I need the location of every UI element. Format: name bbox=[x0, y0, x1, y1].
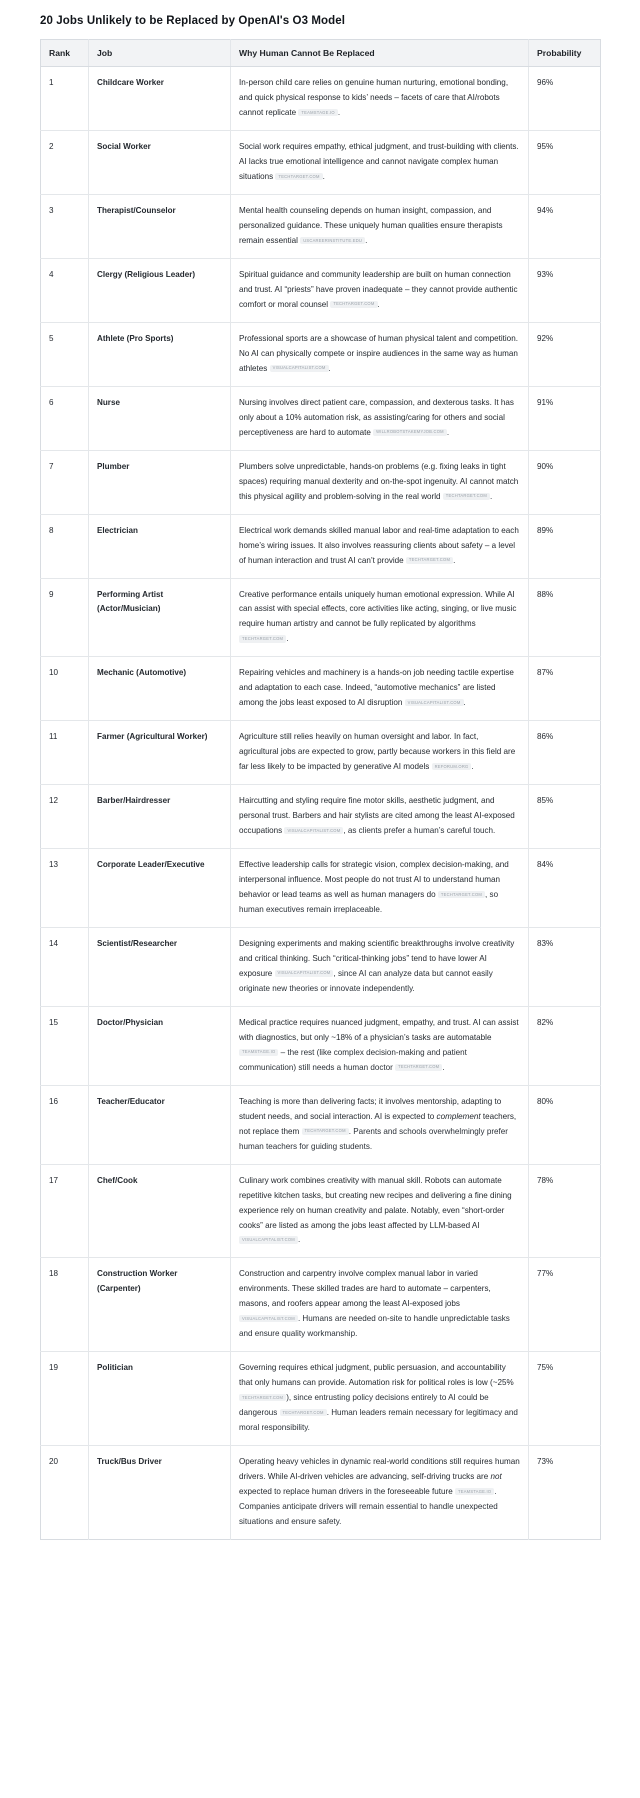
table-body bbox=[41, 67, 601, 1540]
table-row bbox=[41, 450, 601, 514]
cell-reason bbox=[231, 1164, 529, 1258]
table-row bbox=[41, 1164, 601, 1258]
table-row bbox=[41, 785, 601, 849]
table-row bbox=[41, 1006, 601, 1085]
reason-trailing-text: , since AI can analyze data but cannot easily originate new theories or innovate independently. bbox=[239, 968, 493, 993]
citation-chip[interactable]: TECHTARGET.COM bbox=[302, 1128, 349, 1135]
cell-reason bbox=[231, 578, 529, 657]
cell-rank: 13 bbox=[41, 849, 89, 928]
cell-probability: 93% bbox=[529, 258, 601, 322]
table-row bbox=[41, 131, 601, 195]
reason-trailing-text: – the rest (like complex decision-making and patient communication) still needs a human doctor bbox=[239, 1047, 467, 1072]
reason-trailing-text: . Parents and schools overwhelmingly prefer human teachers for guiding students. bbox=[239, 1126, 508, 1151]
reason-trailing-text: . bbox=[286, 634, 289, 644]
reason-trailing-text: ), since entrusting policy decisions entirely to AI could be dangerous bbox=[239, 1393, 489, 1418]
cell-probability: 73% bbox=[537, 1457, 554, 1467]
document-page bbox=[0, 14, 640, 1540]
reason-text: Creative performance entails uniquely human emotional expression. While AI can assist with special effects, core activities like acting, singing, or live music require human artistry and cannot be fully replicated by algorithms bbox=[239, 589, 517, 629]
cell-rank: 18 bbox=[41, 1258, 89, 1352]
cell-job-title: Mechanic (Automotive) bbox=[89, 657, 231, 721]
cell-probability: 88% bbox=[529, 578, 601, 657]
table-row bbox=[41, 1085, 601, 1164]
reason-text: Agriculture still relies heavily on human oversight and labor. In fact, agricultural jobs are expected to grow, partly because workers in this field are far less likely to be impacted by generative AI models bbox=[239, 732, 516, 772]
cell-rank: 7 bbox=[41, 450, 89, 514]
citation-chip[interactable]: TECHTARGET.COM bbox=[239, 635, 286, 642]
reason-trailing-text: . bbox=[297, 1235, 301, 1245]
reason-trailing-text: , so human executives remain irreplaceable. bbox=[239, 890, 499, 914]
cell-rank: 10 bbox=[41, 657, 89, 721]
cell-probability: 77% bbox=[529, 1258, 601, 1352]
citation-chip[interactable]: TECHTARGET.COM bbox=[406, 557, 453, 564]
reason-trailing-text: . bbox=[365, 236, 368, 245]
column-header-why: Why Human Cannot Be Replaced bbox=[231, 39, 529, 66]
cell-probability: 90% bbox=[529, 450, 601, 514]
cell-reason bbox=[231, 386, 529, 450]
reason-trailing-text: . bbox=[446, 427, 450, 437]
cell-rank: 6 bbox=[41, 386, 89, 450]
cell-probability: 82% bbox=[529, 1006, 601, 1085]
cell-rank: 14 bbox=[41, 927, 89, 1006]
cell-rank: 17 bbox=[41, 1164, 89, 1258]
cell-probability: 95% bbox=[529, 131, 601, 195]
citation-chip[interactable]: TEAMSTAGE.IO bbox=[298, 109, 337, 116]
cell-probability: 91% bbox=[529, 386, 601, 450]
cell-reason bbox=[231, 785, 529, 849]
table-row bbox=[41, 927, 601, 1006]
reason-text: Haircutting and styling require fine motor skills, aesthetic judgment, and personal trust. Barbers and hair stylists are cited among the least AI-exposed occupations bbox=[239, 796, 515, 836]
reason-text: Governing requires ethical judgment, public persuasion, and accountability that only humans can provide. Automation risk for political roles is low (~25% bbox=[239, 1363, 514, 1388]
citation-chip[interactable]: TECHTARGET.COM bbox=[280, 1409, 327, 1416]
cell-reason bbox=[231, 927, 529, 1006]
reason-trailing-text: . Companies anticipate drivers will remain essential to handle unexpected situations and ensure safety. bbox=[239, 1487, 498, 1526]
cell-job-title: Athlete (Pro Sports) bbox=[89, 322, 231, 386]
citation-chip[interactable]: WILLROBOTSTAKEMYJOB.COM bbox=[373, 429, 447, 436]
table-row bbox=[41, 322, 601, 386]
reason-text: Culinary work combines creativity with manual skill. Robots can automate repetitive kitchen tasks, but creating new recipes and delivering a fine dining experience rely on human creativity and palate. Notably, even “short-order cooks” are listed as among the jobs least affected by LLM-based AI bbox=[239, 1175, 512, 1230]
cell-rank: 2 bbox=[41, 131, 89, 195]
citation-chip[interactable]: USCAREERINSTITUTE.EDU bbox=[300, 237, 365, 244]
page-title: 20 Jobs Unlikely to be Replaced by OpenAI's O3 Model bbox=[40, 15, 346, 27]
cell-reason bbox=[231, 1085, 529, 1164]
table-row bbox=[41, 67, 601, 131]
reason-trailing-text: . bbox=[328, 363, 331, 373]
reason-trailing-text: . bbox=[489, 491, 493, 501]
cell-probability: 86% bbox=[529, 721, 601, 785]
citation-chip[interactable]: VISUALCAPITALIST.COM bbox=[239, 1236, 298, 1243]
table-row bbox=[41, 258, 601, 322]
cell-reason bbox=[231, 514, 529, 578]
citation-chip[interactable]: VISUALCAPITALIST.COM bbox=[275, 970, 334, 977]
cell-reason bbox=[231, 258, 529, 322]
citation-chip[interactable]: TECHTARGET.COM bbox=[275, 173, 322, 180]
jobs-table bbox=[40, 39, 601, 1540]
cell-job-title: Teacher/Educator bbox=[89, 1085, 231, 1164]
reason-trailing-text: . bbox=[377, 299, 380, 309]
column-header-probability: Probability bbox=[529, 39, 601, 66]
cell-reason bbox=[231, 721, 529, 785]
cell-rank: 11 bbox=[41, 721, 89, 785]
citation-chip[interactable]: TECHTARGET.COM bbox=[239, 1394, 286, 1401]
cell-reason bbox=[231, 195, 529, 259]
reason-text: Electrical work demands skilled manual labor and real-time adaptation to each home’s wiring issues. It also involves reassuring clients about safety – a level of human interaction and trust AI can’t provide bbox=[239, 525, 519, 565]
reason-text: Construction and carpentry involve complex manual labor in varied environments. These skilled trades are hard to automate – carpenters, masons, and roofers appear among the least AI-exposed jobs bbox=[239, 1269, 491, 1309]
cell-rank: 5 bbox=[41, 322, 89, 386]
reason-text: Professional sports are a showcase of human physical talent and competition. No AI can physically compete or inspire audiences in the same way as human athletes bbox=[239, 333, 518, 373]
table-row bbox=[41, 578, 601, 657]
cell-job-title: Corporate Leader/Executive bbox=[89, 849, 231, 928]
cell-reason bbox=[231, 450, 529, 514]
cell-reason bbox=[231, 1446, 529, 1540]
cell-job-title: Construction Worker (Carpenter) bbox=[89, 1258, 231, 1352]
citation-chip[interactable]: TECHTARGET.COM bbox=[395, 1064, 442, 1071]
cell-job-title: Social Worker bbox=[89, 131, 231, 195]
cell-reason bbox=[231, 1352, 529, 1446]
cell-reason bbox=[231, 657, 529, 721]
cell-job-title: Clergy (Religious Leader) bbox=[89, 258, 231, 322]
cell-job-title: Childcare Worker bbox=[89, 67, 231, 131]
reason-trailing-text-2: . Human leaders remain necessary for legitimacy and moral responsibility. bbox=[239, 1408, 518, 1433]
cell-probability: 92% bbox=[529, 322, 601, 386]
reason-trailing-text: . bbox=[453, 555, 456, 565]
cell-probability: 96% bbox=[529, 67, 601, 131]
cell-reason bbox=[231, 322, 529, 386]
reason-text: Medical practice requires nuanced judgment, empathy, and trust. AI can assist with diagnostics, but only ~18% of a physician’s tasks are automatable bbox=[239, 1017, 519, 1042]
cell-probability: 87% bbox=[529, 657, 601, 721]
cell-rank: 3 bbox=[41, 195, 89, 259]
cell-job-title: Politician bbox=[89, 1352, 231, 1446]
reason-text: Spiritual guidance and community leadership are built on human connection and trust. AI “priests” have proven inadequate – they cannot provide authentic comfort or moral counsel bbox=[239, 269, 518, 309]
cell-job-title: Performing Artist (Actor/Musician) bbox=[89, 578, 231, 657]
reason-text: Plumbers solve unpredictable, hands-on problems (e.g. fixing leaks in tight spaces) requiring manual dexterity and on-the-spot ingenuity. AI cannot match this physical agility and problem-solving in the real world bbox=[239, 461, 519, 501]
reason-text: Operating heavy vehicles in dynamic real-world conditions still requires human drivers. While AI-driven vehicles are advancing, self-driving trucks are bbox=[239, 1457, 520, 1482]
cell-job-title: Plumber bbox=[89, 450, 231, 514]
reason-text: Nursing involves direct patient care, compassion, and dexterous tasks. It has only about a 10% automation risk, as assisting/caring for others and social perceptiveness are hard to automate bbox=[239, 397, 514, 437]
cell-rank: 15 bbox=[41, 1006, 89, 1085]
table-row bbox=[41, 1446, 601, 1540]
cell-probability: 83% bbox=[529, 927, 601, 1006]
reason-text: Designing experiments and making scientific breakthroughs involve creativity and critical thinking. Such “critical-thinking jobs” tend to have lower AI exposure bbox=[239, 938, 515, 978]
cell-job-title: Doctor/Physician bbox=[89, 1006, 231, 1085]
citation-chip[interactable]: TEAMSTAGE.IO bbox=[455, 1488, 494, 1495]
column-header-rank: Rank bbox=[41, 39, 89, 66]
reason-trailing-text-2: . bbox=[442, 1062, 445, 1072]
reason-text: Teaching is more than delivering facts; it involves mentorship, adapting to student needs, and social interaction. AI is expected to bbox=[239, 1096, 502, 1121]
cell-probability: 94% bbox=[529, 195, 601, 259]
cell-rank: 1 bbox=[41, 67, 89, 131]
reason-trailing-text: . bbox=[322, 172, 325, 182]
reason-text: Social work requires empathy, ethical judgment, and trust-building with clients. AI lacks true emotional intelligence and cannot navigate complex human situations bbox=[239, 142, 519, 182]
cell-reason bbox=[231, 1006, 529, 1085]
reason-text-continued: teachers, not replace them bbox=[239, 1111, 517, 1136]
cell-job-title: Chef/Cook bbox=[89, 1164, 231, 1258]
table-header bbox=[41, 39, 601, 66]
cell-rank: 8 bbox=[41, 514, 89, 578]
cell-job-title: Truck/Bus Driver bbox=[89, 1446, 231, 1540]
cell-rank: 12 bbox=[41, 785, 89, 849]
cell-probability: 84% bbox=[529, 849, 601, 928]
reason-trailing-text: . bbox=[337, 108, 341, 118]
citation-chip[interactable]: TECHTARGET.COM bbox=[438, 891, 485, 898]
citation-chip[interactable]: TEAMSTAGE.IO bbox=[239, 1049, 278, 1056]
reason-text: In-person child care relies on genuine human nurturing, emotional bonding, and quick physical response to kids’ needs – facets of care that AI/robots cannot replicate bbox=[239, 78, 509, 118]
table-row bbox=[41, 1258, 601, 1352]
cell-job-title: Scientist/Researcher bbox=[89, 927, 231, 1006]
table-row bbox=[41, 514, 601, 578]
reason-text: Effective leadership calls for strategic vision, complex decision-making, and interpersonal influence. Most people do not trust AI to understand human behavior or lead teams as well as human managers do bbox=[239, 860, 509, 900]
cell-job-title: Barber/Hairdresser bbox=[89, 785, 231, 849]
cell-reason bbox=[231, 849, 529, 928]
table-row bbox=[41, 849, 601, 928]
reason-trailing-text: . bbox=[463, 698, 466, 708]
citation-chip[interactable]: VISUALCAPITALIST.COM bbox=[284, 827, 343, 834]
cell-rank: 19 bbox=[41, 1352, 89, 1446]
cell-probability: 85% bbox=[529, 785, 601, 849]
reason-emphasis: not bbox=[490, 1472, 502, 1482]
reason-trailing-text: . Humans are needed on-site to handle unpredictable tasks and ensure quality workmanship. bbox=[239, 1314, 510, 1339]
cell-rank: 20 bbox=[41, 1446, 89, 1540]
reason-text: Mental health counseling depends on human insight, compassion, and personalized guidance. These uniquely human qualities ensure therapists remain essential bbox=[239, 206, 503, 245]
cell-job-title: Therapist/Counselor bbox=[89, 195, 231, 259]
citation-chip[interactable]: VISUALCAPITALIST.COM bbox=[239, 1315, 298, 1322]
cell-probability: 78% bbox=[529, 1164, 601, 1258]
cell-rank: 16 bbox=[41, 1085, 89, 1164]
table-header-row bbox=[41, 39, 601, 66]
cell-reason bbox=[231, 67, 529, 131]
cell-rank: 9 bbox=[41, 578, 89, 657]
cell-probability: 89% bbox=[529, 514, 601, 578]
citation-chip[interactable]: VISUALCAPITALIST.COM bbox=[270, 365, 329, 372]
citation-chip[interactable]: VISUALCAPITALIST.COM bbox=[405, 699, 464, 706]
cell-job-title: Farmer (Agricultural Worker) bbox=[89, 721, 231, 785]
cell-reason bbox=[231, 1258, 529, 1352]
cell-probability: 80% bbox=[529, 1085, 601, 1164]
cell-job-title: Electrician bbox=[89, 514, 231, 578]
reason-emphasis: complement bbox=[436, 1111, 481, 1121]
table-row bbox=[41, 721, 601, 785]
citation-chip[interactable]: REFORUM.ORG bbox=[432, 763, 472, 770]
table-row bbox=[41, 1352, 601, 1446]
citation-chip[interactable]: TECHTARGET.COM bbox=[443, 493, 490, 500]
reason-text-continued: expected to replace human drivers in the foreseeable future bbox=[239, 1487, 453, 1497]
cell-probability: 75% bbox=[529, 1352, 601, 1446]
cell-job-title: Nurse bbox=[89, 386, 231, 450]
reason-text: Repairing vehicles and machinery is a hands-on job needing tactile expertise and adaptation to each case. Indeed, “automotive mechanics” are listed among the jobs least exposed to AI disruption bbox=[239, 668, 514, 708]
table-row bbox=[41, 657, 601, 721]
table-row bbox=[41, 386, 601, 450]
table-row bbox=[41, 195, 601, 259]
reason-trailing-text: . bbox=[471, 762, 474, 772]
reason-trailing-text: , as clients prefer a human’s careful touch. bbox=[343, 826, 496, 836]
cell-rank: 4 bbox=[41, 258, 89, 322]
cell-reason bbox=[231, 131, 529, 195]
column-header-job: Job bbox=[89, 39, 231, 66]
citation-chip[interactable]: TECHTARGET.COM bbox=[330, 301, 377, 308]
